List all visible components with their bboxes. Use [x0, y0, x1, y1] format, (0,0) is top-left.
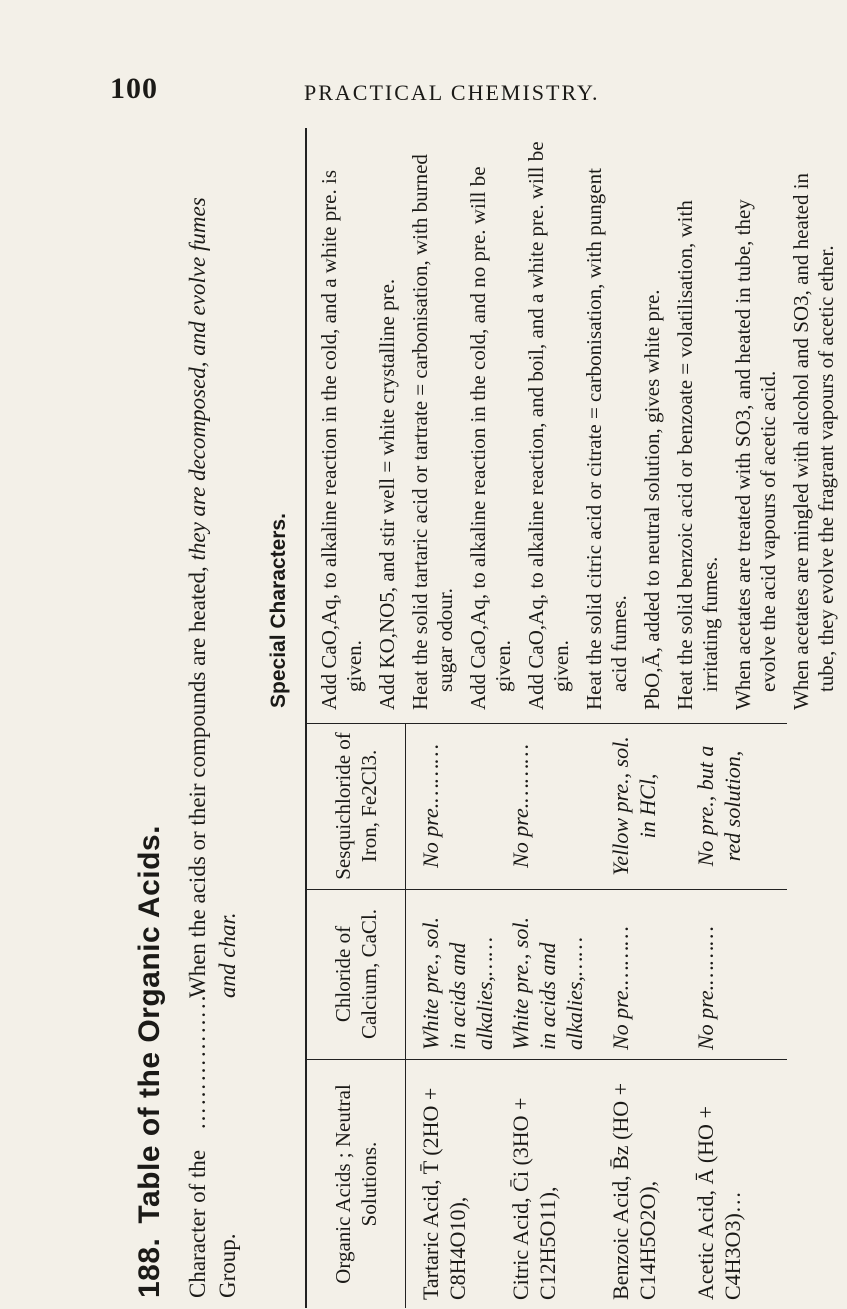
special-characters-list — [317, 140, 847, 710]
fecl-reaction: Yellow pre., sol. in HCl, — [608, 736, 660, 876]
special-characters-heading: Special Characters. — [267, 513, 290, 708]
running-title: PRACTICAL CHEMISTRY. — [304, 80, 600, 105]
fecl-reaction: No pre.……… — [508, 744, 533, 868]
acid-name: Tartaric Acid, T̄ (2HO + C8H4O10), — [418, 1087, 470, 1300]
section-number: 188. — [133, 1237, 166, 1298]
column-divider — [307, 889, 787, 890]
cacl-reaction: White pre., sol. in acids and alkalies,…… — [418, 917, 497, 1050]
leader-dots: ……………… — [185, 986, 210, 1130]
header-cacl: Chloride of Calcium, CaCl. — [307, 889, 406, 1060]
group-character — [183, 138, 257, 1298]
cacl-reaction: White pre., sol. in acids and alkalies,…… — [508, 917, 587, 1050]
special-item: Add CaO,Aq, to alkaline reaction, and boil, and a white pre. will be given. — [524, 141, 573, 710]
column-divider — [307, 1059, 787, 1060]
fecl-reaction: No pre., but a red solution, — [693, 745, 745, 867]
section-title — [125, 825, 175, 1298]
page-number: 100 — [110, 72, 158, 105]
fecl-reaction: No pre.……… — [418, 744, 443, 868]
acid-name: Citric Acid, C̄i (3HO + C12H5O11), — [508, 1097, 560, 1300]
acid-name: Benzoic Acid, B̄z (HO + C14H5O2O), — [608, 1082, 660, 1300]
group-character-text — [183, 158, 243, 998]
rotated-content — [125, 128, 838, 1308]
header-fecl: Sesquichloride of Iron, Fe2Cl3. — [307, 723, 406, 890]
special-item: When acetates are mingled with alcohol and SO3, and heated in tube, they evolve the fragrant vapours of acetic ether. — [789, 172, 838, 710]
special-item: Add CaO,Aq, to alkaline reaction in the cold, and a white pre. is given. — [317, 169, 366, 710]
cacl-reaction: No pre.……… — [693, 926, 718, 1050]
cacl-reaction: No pre.……… — [608, 926, 633, 1050]
special-item: When acetates are treated with SO3, and heated in tube, they evolve the acid vapours of acetic acid. — [731, 199, 780, 710]
group-character-text-italic: they are decomposed, and evolve fumes and char. — [185, 197, 240, 998]
special-item: Add CaO,Aq, to alkaline reaction in the cold, and no pre. will be given. — [466, 166, 515, 710]
special-item: Add KO,NO5, and stir well = white crystalline pre. — [375, 278, 399, 710]
acids-table — [305, 128, 838, 1308]
special-item: Heat the solid tartaric acid or tartrate = carbonisation, with burned sugar odour. — [408, 154, 457, 710]
rotated-table-page — [125, 128, 838, 1308]
section-title-text: Table of the Organic Acids. — [133, 825, 166, 1224]
column-divider — [307, 723, 787, 724]
running-head — [0, 72, 800, 112]
special-item: Heat the solid benzoic acid or benzoate = volatilisation, with irritating fumes. — [673, 200, 722, 710]
acid-name: Acetic Acid, Ā (HO + C4H3O3)… — [693, 1106, 745, 1300]
header-acids: Organic Acids ; Neutral Solutions. — [307, 1060, 406, 1308]
special-item: PbO,Ā, added to neutral solution, gives white pre. — [640, 289, 664, 710]
special-item: Heat the solid citric acid or citrate = carbonisation, with pungent acid fumes. — [582, 168, 631, 710]
group-character-text-plain: When the acids or their compounds are heated, — [185, 566, 210, 998]
group-character-label: Character of the Group. — [185, 1149, 240, 1298]
